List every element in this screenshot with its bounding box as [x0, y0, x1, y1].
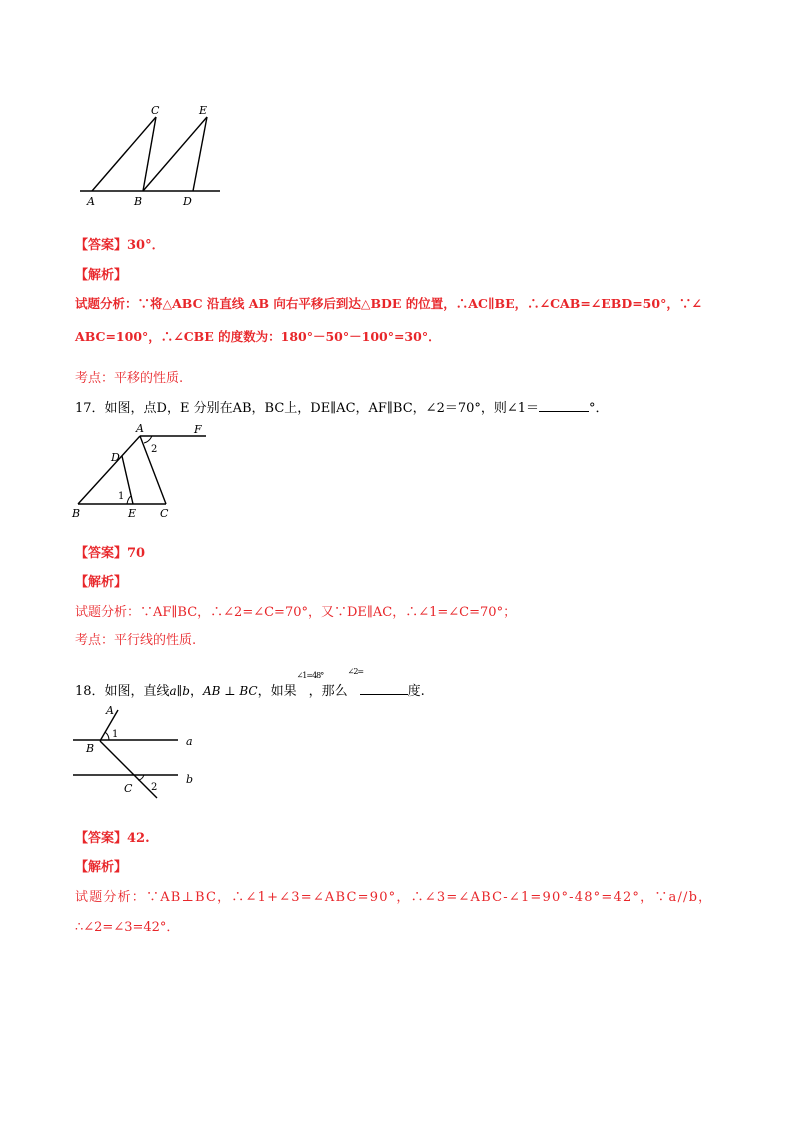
q18-analysis-line2: ∴∠2=∠3=42°． [75, 920, 180, 935]
q16-analysis-line2: ABC=100°，∴∠CBE 的度数为：180°－50°－100°=30°． [75, 329, 441, 344]
label-B: B [86, 742, 95, 755]
q17-answer: 【答案】70 [75, 546, 146, 561]
segment-BC [143, 117, 156, 191]
label-angle-2: 2 [151, 782, 158, 793]
q17-analysis-line1: 试题分析：∵AF∥BC，∴∠2=∠C=70°，又∵DE∥AC，∴∠1=∠C=70°； [75, 605, 517, 620]
answer-blank[interactable] [360, 682, 408, 695]
segment-BE [143, 117, 207, 191]
label-A: A [87, 195, 95, 208]
label-D: D [183, 195, 192, 208]
label-B: B [134, 195, 143, 208]
label-D: D [111, 451, 120, 464]
q18-stem-end: 度. [407, 684, 425, 699]
q18-perp-expr: AB ⊥ BC [202, 684, 258, 698]
q17-stem [75, 397, 609, 416]
label-C: C [151, 104, 160, 117]
q18-answer: 【答案】42. [75, 831, 150, 846]
angle-2-arc [144, 436, 152, 443]
translation-figure [70, 98, 230, 210]
q16-analysis-line1: 试题分析：∵将△ABC 沿直线 AB 向右平移后到达△BDE 的位置，∴AC∥BE，∴∠CAB=∠EBD=50°，∵∠ [75, 296, 702, 311]
label-E: E [128, 507, 137, 520]
label-A: A [106, 704, 114, 717]
q18-stem-mid: ，如果 [257, 684, 297, 699]
label-angle-1: 1 [112, 729, 119, 740]
label-E: E [199, 104, 208, 117]
q18-stem-then: ，那么 [308, 684, 348, 699]
q18-stem-sep: ， [189, 684, 203, 699]
q17-stem-end: °． [589, 401, 609, 416]
q18-stem-prefix: 18．如图，直线 [75, 684, 170, 699]
segment-AC [92, 117, 156, 191]
label-angle-2: 2 [151, 444, 158, 455]
segment-DE [193, 117, 207, 191]
q16-kaodian: 考点：平移的性质. [75, 371, 184, 386]
label-F: F [194, 423, 202, 436]
label-a: a [186, 735, 193, 748]
q18-stem [75, 667, 425, 699]
label-B: B [72, 507, 81, 520]
label-angle-1: 1 [118, 491, 125, 502]
q17-stem-text: 17．如图，点D，E 分别在AB，BC上，DE∥AC，AF∥BC，∠2＝70°，则∠1＝ [75, 401, 540, 416]
label-b: b [186, 773, 194, 786]
angle-1-arc [127, 496, 131, 504]
q16-analysis-label: 【解析】 [75, 268, 128, 283]
q18-analysis-label: 【解析】 [75, 860, 128, 875]
parallel-lines-figure-18 [70, 700, 210, 800]
angle-arc-1 [105, 732, 109, 740]
q18-angle2-glitch: ∠2= [347, 667, 364, 676]
label-C: C [160, 507, 169, 520]
q16-answer: 【答案】30°． [75, 238, 165, 253]
label-C: C [124, 782, 133, 795]
label-A: A [136, 422, 144, 435]
q17-analysis-label: 【解析】 [75, 575, 128, 590]
q18-parallel-expr: a∥b [169, 684, 190, 698]
parallel-lines-figure-17 [68, 420, 218, 520]
q17-kaodian: 考点：平行线的性质. [75, 633, 197, 648]
q18-angle1-glitch: ∠1=48° [296, 671, 324, 680]
q18-analysis-line1: 试题分析：∵AB⊥BC，∴∠1+∠3=∠ABC=90°，∴∠3=∠ABC-∠1=90°-48°=42°，∵a//b， [75, 890, 713, 905]
answer-blank[interactable] [539, 399, 589, 412]
